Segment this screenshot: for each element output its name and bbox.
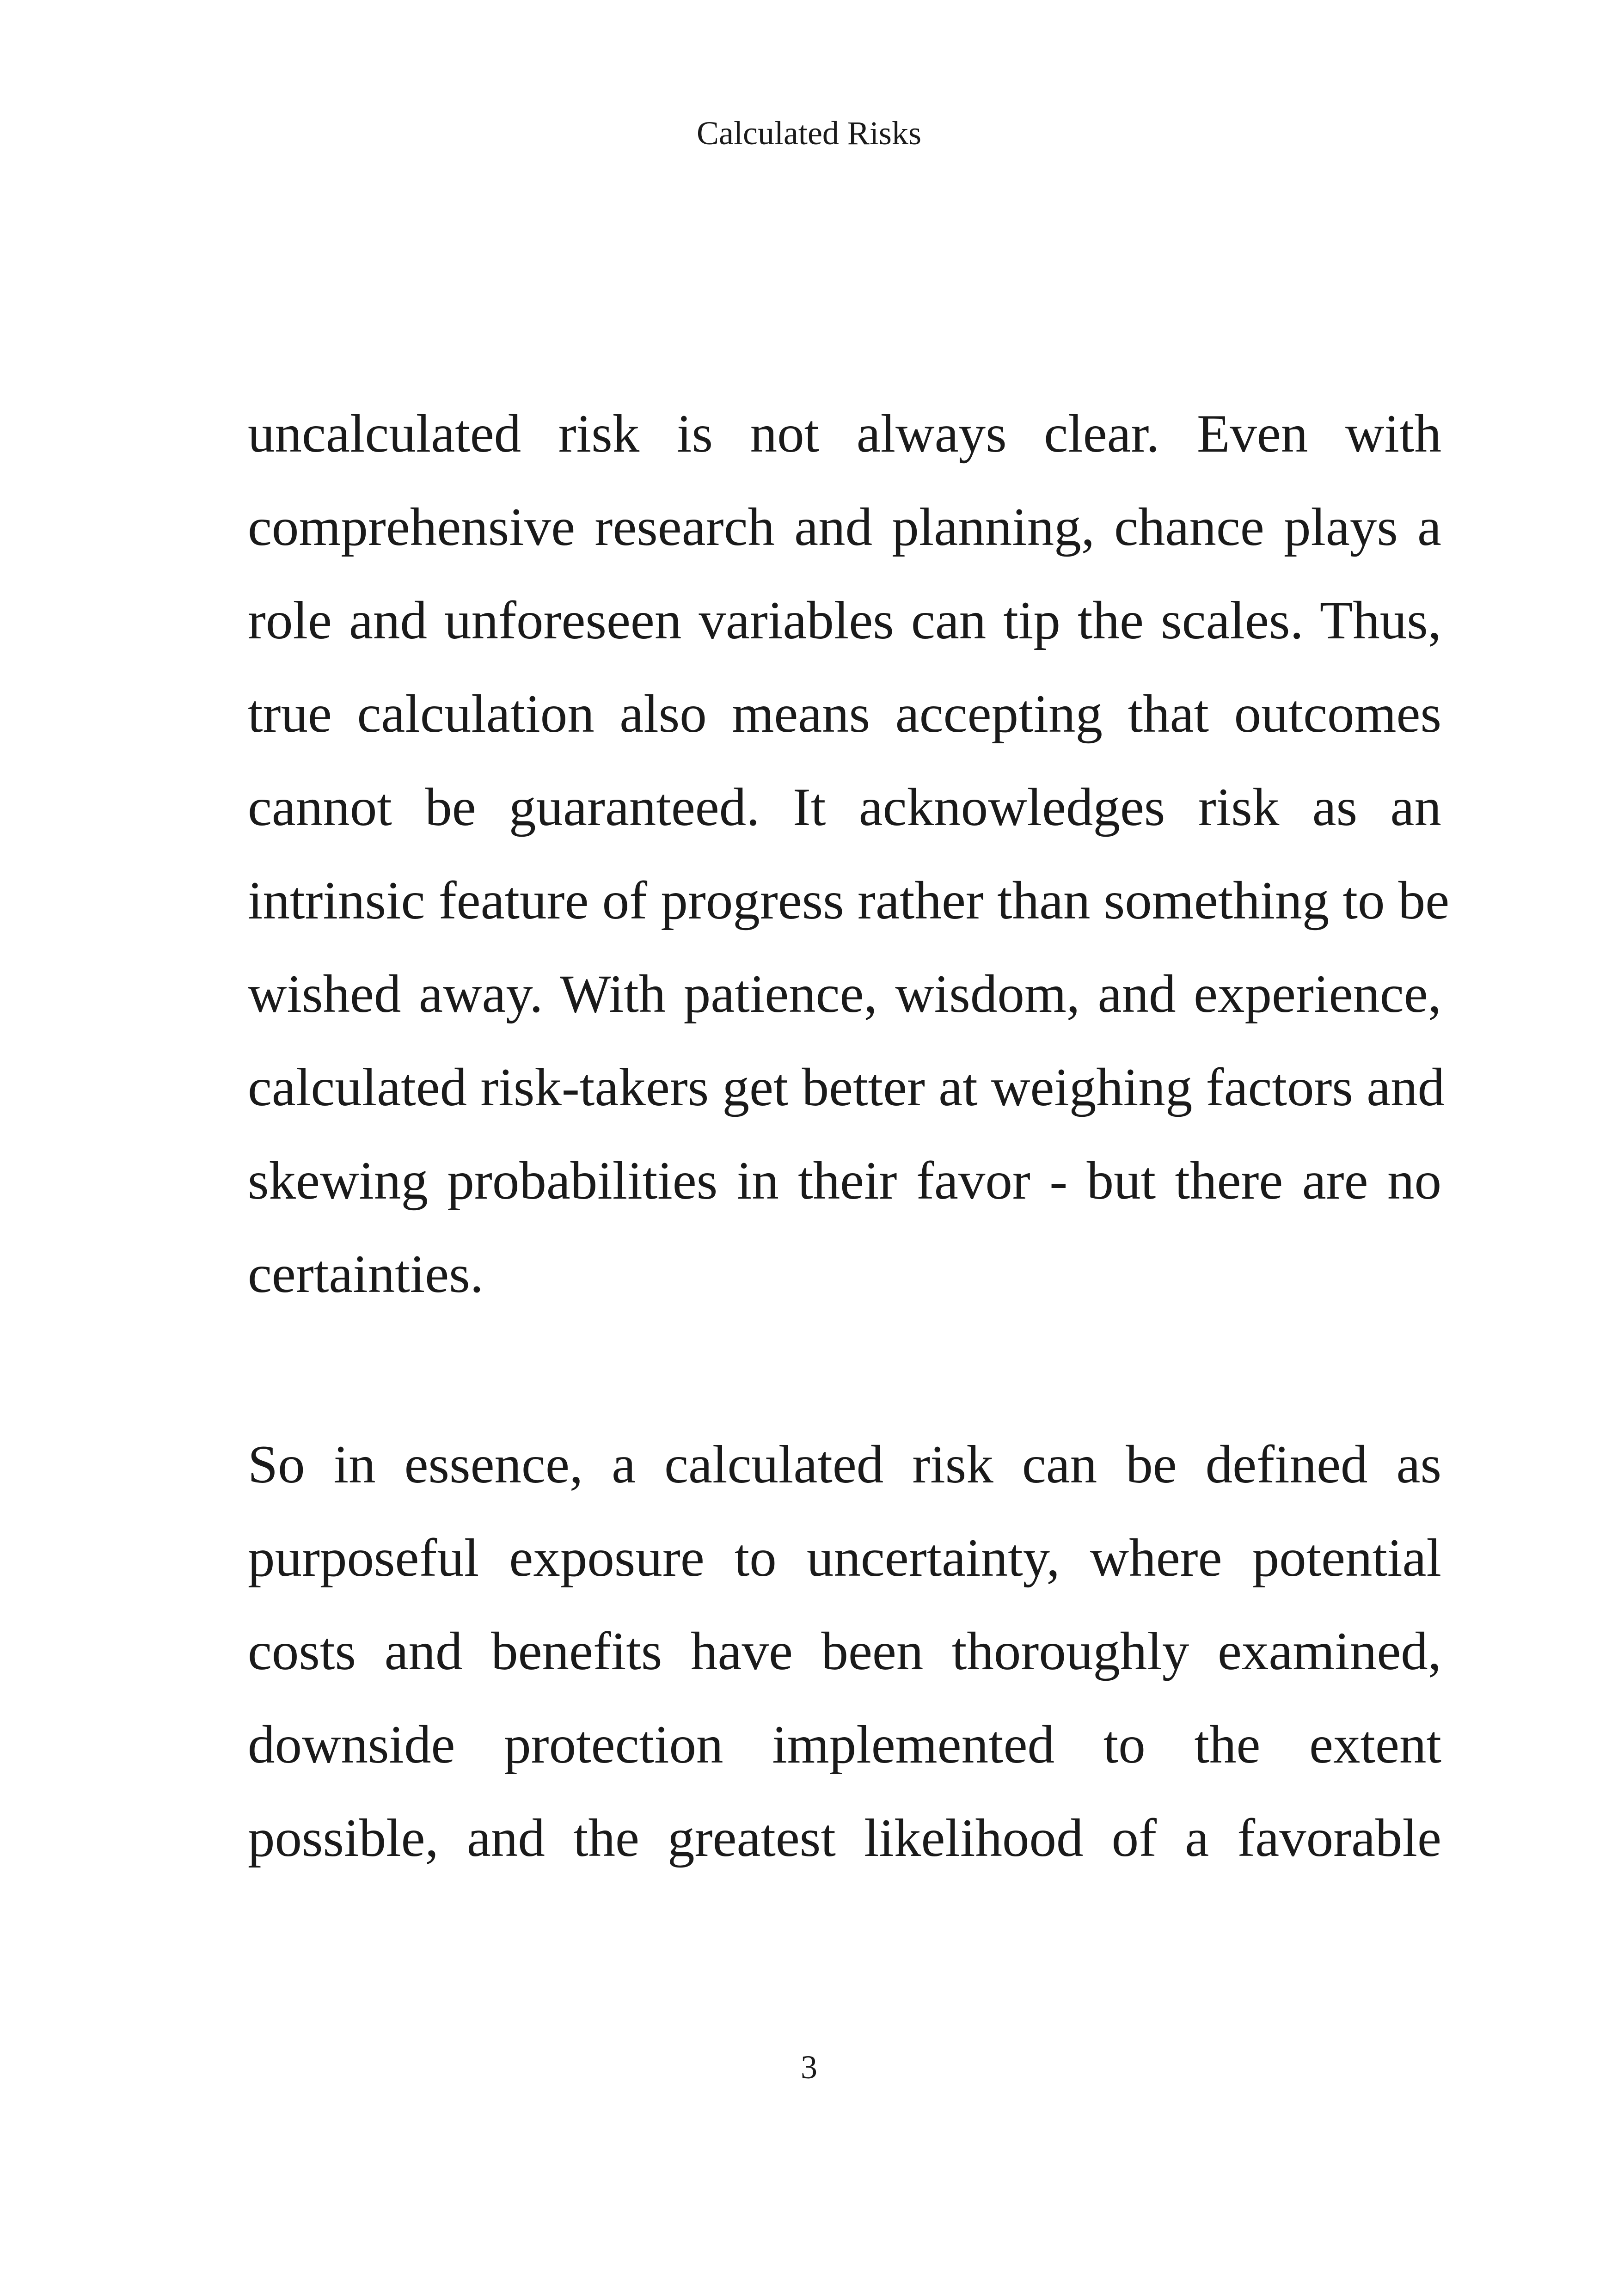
text-line: true calculation also means accepting that outcomes xyxy=(248,684,1441,744)
text-line: wished away. With patience, wisdom, and experience, xyxy=(248,964,1441,1024)
text-line: cannot be guaranteed. It acknowledges risk as an xyxy=(248,778,1441,837)
text-line: calculated risk-takers get better at weighing factors and xyxy=(248,1058,1445,1117)
text-line: So in essence, a calculated risk can be defined as xyxy=(248,1435,1441,1494)
body-text xyxy=(248,387,1450,1885)
paragraph-spacer xyxy=(248,1321,1441,1418)
text-line: skewing probabilities in their favor - but there are no xyxy=(248,1151,1441,1211)
paragraph-2 xyxy=(248,1418,1441,1885)
text-line: downside protection implemented to the extent xyxy=(248,1715,1441,1775)
text-line: intrinsic feature of progress rather than something to be xyxy=(248,871,1450,931)
text-line: costs and benefits have been thoroughly examined, xyxy=(248,1622,1441,1681)
page-number: 3 xyxy=(801,2049,817,2086)
running-header: Calculated Risks xyxy=(697,115,921,152)
text-line: possible, and the greatest likelihood of a favorable xyxy=(248,1808,1441,1868)
text-line: role and unforeseen variables can tip the scales. Thus, xyxy=(248,591,1441,650)
paragraph-1 xyxy=(248,387,1450,1321)
text-line: certainties. xyxy=(248,1244,484,1304)
text-line: comprehensive research and planning, chance plays a xyxy=(248,497,1441,557)
text-line: uncalculated risk is not always clear. Even with xyxy=(248,404,1441,464)
text-line: purposeful exposure to uncertainty, where potential xyxy=(248,1528,1441,1588)
